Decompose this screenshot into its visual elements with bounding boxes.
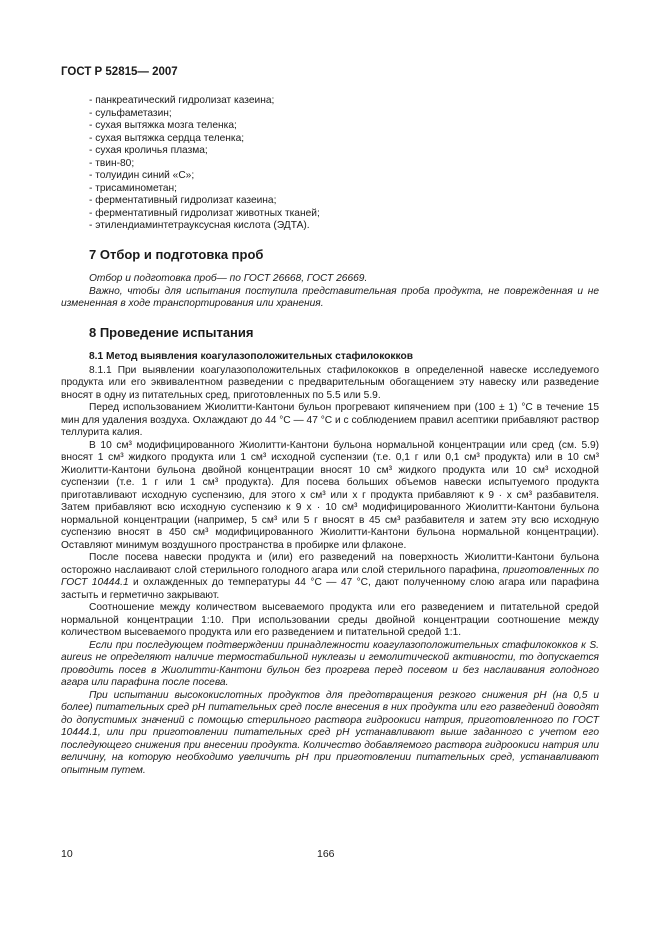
section-8-paragraph: Если при последующем подтверждении принадлежности коагулазоположительных стафилококков к S. aureus не определяют наличие термостабильной нуклеазы и гемолитической активности, то допускается проводить посев в Жиолитти-Кантони бульон без прогрева перед посевом и без наслаивания голодного агара или парафина после посева. xyxy=(61,639,599,688)
section-8-title: 8 Проведение испытания xyxy=(89,324,254,340)
document-header: ГОСТ Р 52815— 2007 xyxy=(61,66,178,78)
page-content xyxy=(61,95,599,777)
paragraph-text: и охлажденных до температуры 44 °С — 47 °С, дают полученному слою агара или парафина застыть и герметично закрывают. xyxy=(61,577,599,601)
section-8-paragraph: Перед использованием Жиолитти-Кантони бульон прогревают кипячением при (100 ± 1) °С в течение 15 мин для удаления воздуха. Охлаждают до 44 °С — 47 °С и с соблюдением правил асептики прибавляют раствор теллурита калия. xyxy=(61,402,599,438)
page-number-left: 10 xyxy=(61,848,73,860)
section-7-paragraph: Важно, чтобы для испытания поступила представительная проба продукта, не поврежденная и не измененная в ходе транспортирования или хранения. xyxy=(61,285,599,309)
section-8-paragraph xyxy=(61,552,599,602)
list-item: - сухая кроличья плазма; xyxy=(89,145,208,156)
page-number-center: 166 xyxy=(317,848,335,860)
list-item: - трисаминометан; xyxy=(89,182,177,194)
list-item: - толуидин синий «С»; xyxy=(89,170,195,181)
list-item: - сухая вытяжка сердца теленка; xyxy=(89,132,245,144)
section-7-title: 7 Отбор и подготовка проб xyxy=(89,246,264,262)
list-item: - ферментативный гидролизат животных тканей; xyxy=(89,207,320,219)
section-8-paragraph: В 10 см³ модифицированного Жиолитти-Кантони бульона нормальной концентрации или сред (см. 5.9) вносят 1 см³ жидкого продукта или 1 см³ исходной суспензии (т.е. 0,1 г или 0,1 см³ продукта) или в 10 см³ Жиолитти-Кантони бульона двойной концентрации вносят 10 см³ жидкого продукта или 10 см³ исходной суспензии (т.е. 1 г или 1 см³ продукта). Для посева больших объемов навески испытуемого продукта приготавливают исходную суспензию, для этого x см³ или x г продукта прибавляют к 9 · x см³ разбавителя. Затем прибавляют всю исходную суспензию к 9 x · 10 см³ модифицированного Жиолитти-Кантони бульона нормальной концентрации (например, 5 см³ или 5 г вносят в 45 см³ разбавителя и затем эту всю исходную суспензию вносят в 450 см³ модифицированного Жиолитти-Кантони бульона нормальной концентрации). Оставляют минимум воздушного пространства в пробирке или флаконе. xyxy=(61,439,599,551)
subsection-8-1-title: 8.1 Метод выявления коагулазоположительных стафилококков xyxy=(89,351,413,362)
list-item: - этилендиаминтетрауксусная кислота (ЭДТА). xyxy=(89,220,310,231)
standard-reference: приготовленных по ГОСТ 10444.1 xyxy=(61,564,599,588)
section-8-paragraph: Соотношение между количеством высеваемого продукта или его разведением и питательной средой нормальной концентрации 1:10. При использовании среды двойной концентрации соотношение между количеством высеваемого продукта или его разведением и питательной средой 1:1. xyxy=(61,602,599,638)
list-item: - панкреатический гидролизат казеина; xyxy=(89,95,275,106)
list-item: - ферментативный гидролизат казеина; xyxy=(89,195,277,206)
section-8-paragraph: При испытании высококислотных продуктов для предотвращения резкого снижения pH (на 0,5 и более) питательных сред pH питательных сред после внесения в них продукта или его разведений доводят до допустимых значений с помощью стерильного раствора гидроокиси натрия, приготовленного по ГОСТ 10444.1, или при приготовлении питательных сред pH устанавливают выше заданного с учетом его последующего снижения при внесении продукта. Количество добавляемого раствора гидроокиси натрия или величину, на которую необходимо увеличить pH при приготовлении питательных сред, устанавливают опытным путем. xyxy=(61,689,599,776)
list-item: - сухая вытяжка мозга теленка; xyxy=(89,120,237,131)
reagent-list xyxy=(61,95,599,233)
list-item: - твин-80; xyxy=(89,157,135,169)
section-8-paragraph: 8.1.1 При выявлении коагулазоположительных стафилококков в определенной навеске исследуемого продукта или его эквивалентном разведении с предварительным обогащением эту навеску или разведение вносят в одну из питательных сред, приготовленных по 5.5 или 5.9. xyxy=(61,364,599,401)
list-item: - сульфаметазин; xyxy=(89,107,172,119)
section-7-paragraph: Отбор и подготовка проб— по ГОСТ 26668, ГОСТ 26669. xyxy=(89,273,368,284)
paragraph-text: После посева навески продукта и (или) его разведений на поверхность Жиолитти-Кантони бульона осторожно наслаивают слой стерильного голодного агара или слой стерильного парафина, xyxy=(61,552,599,576)
